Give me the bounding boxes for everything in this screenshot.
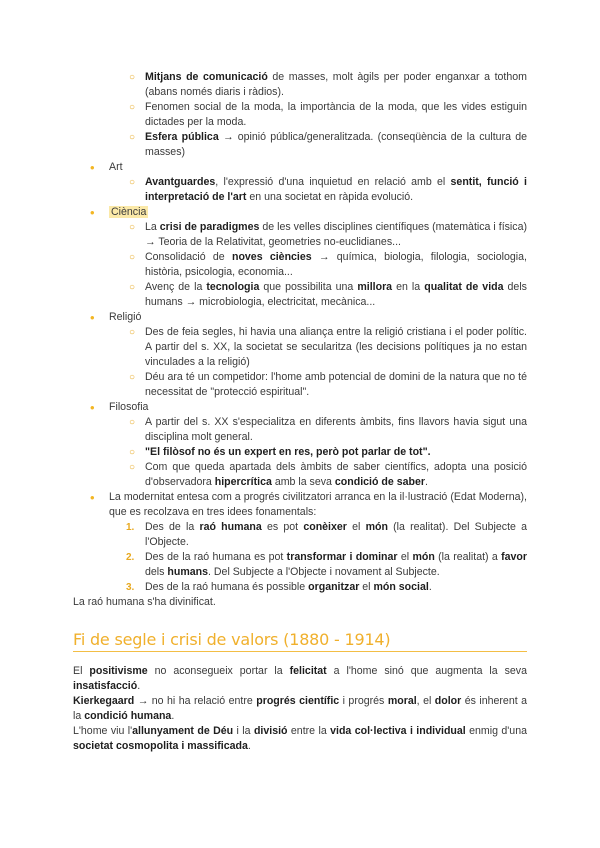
bold-term: dolor <box>434 695 462 707</box>
topic-filosofia: • Filosofia <box>90 400 149 415</box>
text-run: el <box>346 521 366 533</box>
list-item <box>73 220 527 250</box>
text-run: el <box>359 581 374 593</box>
text-run: . <box>424 476 428 488</box>
circle-bullet-icon: ○ <box>129 447 136 458</box>
text-run: → opinió pública/generalitzada. (conseqüència de la cultura de masses) <box>145 131 528 158</box>
text-run: en la <box>392 281 425 293</box>
bold-term: transformar i dominar <box>286 551 398 563</box>
text-run: L'home viu l' <box>73 725 133 737</box>
dot-bullet-icon: • <box>90 310 95 325</box>
text-run: . <box>171 710 175 722</box>
list-item <box>73 175 527 205</box>
text-run: La <box>145 221 160 233</box>
bold-term: Esfera pública <box>145 131 219 143</box>
topic-modernitat: • La modernitat entesa com a progrés civilitzatori arranca en la il·lustració (Edat Moderna), que es recolzava en tres idees fonamentals: <box>90 490 527 518</box>
text-run: el <box>397 551 413 563</box>
text-run: que possibilita una <box>259 281 358 293</box>
bold-term: felicitat <box>289 665 327 677</box>
text-run: en una societat en ràpida evolució. <box>246 191 414 203</box>
list-item <box>73 280 527 310</box>
bold-term: insatisfacció <box>73 680 138 692</box>
paragraph <box>73 724 527 754</box>
dot-bullet-icon: • <box>90 400 95 415</box>
text-run: Avenç de la <box>145 281 207 293</box>
text-run: . <box>247 740 251 752</box>
bold-term: crisi de paradigmes <box>159 221 260 233</box>
text-run: . <box>428 581 432 593</box>
circle-bullet-icon: ○ <box>129 102 136 113</box>
text-run: es pot <box>261 521 304 533</box>
text-run: Des de la <box>145 521 200 533</box>
text-run: enmig d'una <box>465 725 527 737</box>
text-run: A partir del s. XX s'especialitza en diferents àmbits, fins llavors havia sigut una disciplina molt general. <box>145 416 527 443</box>
bold-term: conèixer <box>303 521 347 533</box>
circle-bullet-icon: ○ <box>129 327 136 338</box>
bold-term: favor <box>501 551 528 563</box>
bold-term: progrés científic <box>256 695 340 707</box>
dot-bullet-icon: • <box>90 490 95 505</box>
list-item <box>73 445 527 460</box>
text-run: Com que queda apartada dels àmbits de saber científics, adopta una posició d'observadora <box>145 461 527 488</box>
topic-religio: • Religió <box>90 310 142 325</box>
text-run: dels <box>145 566 168 578</box>
section-body <box>73 664 527 754</box>
paragraph <box>73 664 527 694</box>
text-run: El <box>73 665 90 677</box>
bold-term: Avantguardes <box>145 176 216 188</box>
bold-term: Mitjans de comunicació <box>145 71 268 83</box>
text-run: i progrés <box>339 695 388 707</box>
text-run: → química, biologia, filologia, sociologia, història, psicologia, economia... <box>145 251 527 278</box>
list-item <box>73 370 527 400</box>
bold-term: organitzar <box>308 581 360 593</box>
dot-bullet-icon: • <box>90 160 95 175</box>
text-run: Consolidació de <box>145 251 232 263</box>
circle-bullet-icon: ○ <box>129 282 136 293</box>
text-run: entre la <box>287 725 331 737</box>
list-item <box>73 325 527 370</box>
topic-art: • Art <box>90 160 123 175</box>
text-run: de masses, molt àgils per poder enganxar a tothom (abans només diaris i ràdios). <box>145 71 527 98</box>
circle-bullet-icon: ○ <box>129 177 136 188</box>
text-run: . Del Subjecte a l'Objecte i novament al Subjecte. <box>208 566 440 578</box>
circle-bullet-icon: ○ <box>129 462 136 473</box>
text-run: (la realitat). Del Subjecte a l'Objecte. <box>145 521 528 548</box>
bold-term: qualitat de vida <box>424 281 504 293</box>
list-item <box>73 250 527 280</box>
bold-term: humans <box>167 566 209 578</box>
bold-term: positivisme <box>89 665 148 677</box>
text-run: de les velles disciplines científiques (matemàtica i física) → Teoria de la Relativitat, geometries no-euclidianes... <box>145 221 527 248</box>
paragraph <box>73 694 527 724</box>
bold-term: món <box>365 521 388 533</box>
circle-bullet-icon: ○ <box>129 132 136 143</box>
closing-line: La raó humana s'ha divinificat. <box>73 596 216 608</box>
bold-term: hipercrítica <box>214 476 272 488</box>
masses-list <box>73 70 527 160</box>
text-run: Déu ara té un competidor: l'home amb potencial de domini de la natura que no té necessitat de "protecció espiritual". <box>145 371 527 398</box>
text-run: amb la seva <box>271 476 335 488</box>
text-run: Des de feia segles, hi havia una aliança entre la religió cristiana i el poder polític. A partir del s. XX, la societat se secularitza (les decisions polítiques ja no estan vinculades a la religió) <box>145 326 527 368</box>
text-run: Des de la raó humana és possible <box>145 581 309 593</box>
bold-term: món social <box>373 581 429 593</box>
circle-bullet-icon: ○ <box>129 72 136 83</box>
bold-term: allunyament de Déu <box>132 725 234 737</box>
section-heading: Fi de segle i crisi de valors (1880 - 1914) <box>73 632 527 652</box>
bold-term: tecnologia <box>206 281 260 293</box>
bold-term: societat cosmopolita i massificada <box>73 740 248 752</box>
text-run: a l'home sinó que augmenta la seva <box>326 665 527 677</box>
numbered-item: 1. Des de la raó humana es pot conèixer el món (la realitat). Del Subjecte a l'Objecte. <box>126 521 528 548</box>
text-run: no aconsegueix portar la <box>147 665 290 677</box>
bold-term: divisió <box>253 725 288 737</box>
bold-term: noves ciències <box>231 251 312 263</box>
bold-term: condició de saber <box>334 476 425 488</box>
text-run: i la <box>233 725 254 737</box>
list-item <box>73 130 527 160</box>
circle-bullet-icon: ○ <box>129 372 136 383</box>
text-run: (la realitat) a <box>434 551 502 563</box>
bold-term: moral <box>387 695 417 707</box>
list-item <box>73 460 527 490</box>
text-run: . <box>137 680 141 692</box>
numbered-item: 2. Des de la raó humana es pot transformar i dominar el món (la realitat) a favor dels humans. Del Subjecte a l'Objecte i novament al Subjecte. <box>126 551 528 578</box>
numbered-item: 3. Des de la raó humana és possible organitzar el món social. <box>126 581 432 593</box>
bold-term: raó humana <box>199 521 262 533</box>
text-run: → no hi ha relació entre <box>134 695 257 707</box>
bold-term: vida col·lectiva i individual <box>330 725 466 737</box>
bold-term: món <box>412 551 435 563</box>
text-run: Des de la raó humana es pot <box>145 551 287 563</box>
topic-ciencia: • Ciència <box>90 205 147 220</box>
text-run: és inherent a la <box>73 695 528 722</box>
circle-bullet-icon: ○ <box>129 417 136 428</box>
text-run: Fenomen social de la moda, la importància de la moda, que les vides estiguin dictades per la moda. <box>145 101 527 128</box>
bold-term: condició humana <box>84 710 172 722</box>
bold-term: "El filòsof no és un expert en res, però pot parlar de tot". <box>145 446 431 458</box>
circle-bullet-icon: ○ <box>129 252 136 263</box>
text-run: , el <box>416 695 435 707</box>
list-item <box>73 70 527 100</box>
list-item <box>73 100 527 130</box>
bold-term: millora <box>357 281 393 293</box>
circle-bullet-icon: ○ <box>129 222 136 233</box>
bold-term: sentit, funció i interpretació de l'art <box>145 176 527 203</box>
text-run: dels humans → microbiologia, electricitat, mecànica... <box>145 281 527 308</box>
list-item <box>73 415 527 445</box>
dot-bullet-icon: • <box>90 205 95 220</box>
text-run: , l'expressió d'una inquietud en relació amb el <box>215 176 451 188</box>
bold-term: Kierkegaard <box>73 695 135 707</box>
